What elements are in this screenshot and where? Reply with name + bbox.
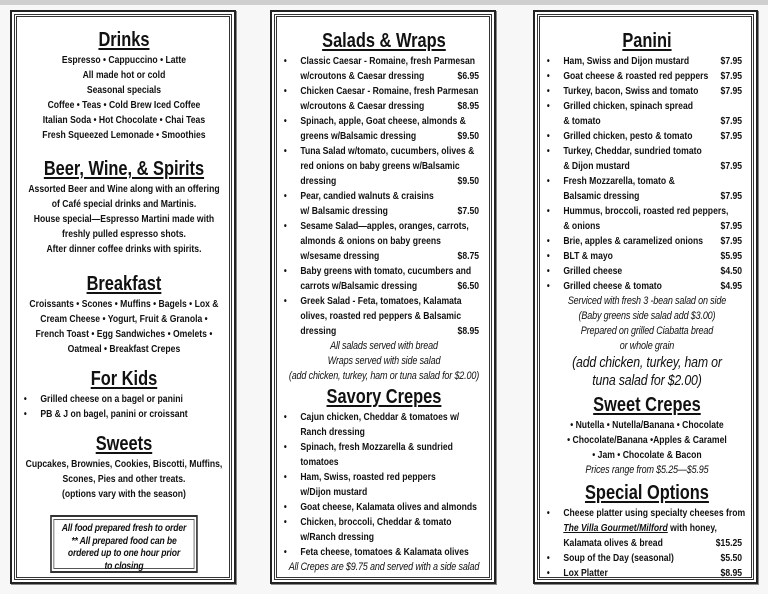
bullet-icon: • [546, 266, 550, 277]
item-line [563, 536, 742, 551]
item-line [563, 84, 742, 99]
item-text-rest: with honey, [667, 522, 717, 534]
sweet-crepes-heading [542, 392, 752, 418]
item-price: $6.50 [457, 280, 480, 292]
item-text: Spinach, apple, Goat cheese, almonds & [300, 115, 466, 127]
item-line [300, 174, 479, 189]
item-line [563, 54, 742, 69]
item-text: Kalamata olives & bread [563, 537, 663, 549]
item-text: Cheese platter using specialty cheeses from [563, 507, 746, 519]
item-text: Ranch dressing [300, 426, 365, 438]
item-price: $7.95 [720, 85, 743, 97]
panel-content [542, 19, 752, 581]
item-line [563, 279, 742, 294]
item-line [563, 114, 742, 129]
savory-crepes-title: Savory Crepes [326, 386, 442, 408]
panini-item [542, 129, 752, 144]
item-line [563, 521, 742, 536]
item-price: $15.25 [715, 537, 743, 549]
panini-item [542, 174, 752, 204]
panini-title: Panini [622, 30, 672, 52]
item-line [300, 515, 479, 530]
item-line [563, 506, 746, 521]
item-price: $7.95 [720, 235, 743, 247]
sweet-crepe-line: • Chocolate/Banana •Apples & Caramel [567, 434, 727, 446]
beer-line: Assorted Beer and Wine along with an offering [28, 183, 220, 195]
bullet-icon: • [283, 221, 287, 232]
item-text: The Villa Gourmet/Milford [563, 522, 668, 534]
item-text: Classic Caesar - Romaine, fresh Parmesan [300, 55, 476, 67]
savory-crepe-item [279, 515, 489, 545]
sweets-heading [19, 431, 229, 457]
menu-panel-right [533, 10, 758, 584]
savory-crepe-item [279, 440, 489, 470]
item-line [563, 189, 742, 204]
drinks-line: Seasonal specials [86, 84, 162, 96]
drinks-line: Fresh Squeezed Lemonade • Smoothies [42, 129, 206, 141]
item-text: Chicken Caesar - Romaine, fresh Parmesan [300, 85, 479, 97]
item-price: $7.50 [457, 205, 480, 217]
bullet-icon: • [283, 116, 287, 127]
item-line [300, 410, 479, 425]
panini-note: Prepared on grilled Ciabatta bread [580, 325, 714, 337]
item-line [563, 264, 742, 279]
item-text: & tomato [563, 115, 601, 127]
beer-wine-spirits-heading [19, 156, 229, 182]
bullet-icon: • [546, 56, 550, 67]
item-line [563, 566, 742, 581]
beer-wine-spirits-title: Beer, Wine, & Spirits [43, 158, 205, 180]
item-line [300, 264, 479, 279]
salad-item [279, 219, 489, 264]
item-line [300, 249, 479, 264]
panini-note: or whole grain [619, 340, 675, 352]
salads-wraps-title: Salads & Wraps [322, 30, 446, 52]
panini-item [542, 279, 752, 294]
item-line [300, 470, 479, 485]
item-text-wrap [563, 521, 717, 536]
item-price: $4.50 [720, 265, 743, 277]
item-price: $8.95 [720, 567, 743, 579]
item-line [563, 219, 742, 234]
item-text: dressing [300, 175, 337, 187]
item-text: w/ Balsamic dressing [300, 205, 388, 217]
bullet-icon: • [283, 146, 287, 157]
item-line [300, 324, 479, 339]
savory-crepe-item [279, 500, 489, 515]
item-line [300, 69, 479, 84]
item-text: Turkey, Cheddar, sundried tomato [563, 145, 702, 157]
item-price: $7.95 [720, 190, 743, 202]
item-line [300, 159, 479, 174]
item-text: tomatoes [300, 456, 339, 468]
savory-crepe-item [279, 470, 489, 500]
item-text: w/Dijon mustard [300, 486, 368, 498]
item-line [40, 392, 219, 407]
item-text: almonds & onions on baby greens [300, 235, 441, 247]
item-text: Grilled chicken, pesto & tomato [563, 130, 693, 142]
item-line [563, 159, 742, 174]
bullet-icon: • [283, 472, 287, 483]
salad-item [279, 144, 489, 189]
item-text: Baby greens with tomato, cucumbers and [300, 265, 472, 277]
item-text: w/croutons & Caesar dressing [300, 70, 425, 82]
sweet-crepe-line: • Nutella • Nutella/Banana • Chocolate [570, 419, 724, 431]
panini-addon-note: (add chicken, turkey, ham or [572, 354, 722, 371]
beer-line: freshly pulled espresso shots. [61, 228, 186, 240]
item-text: & Dijon mustard [563, 160, 630, 172]
item-line [300, 84, 479, 99]
sweets-title: Sweets [95, 433, 153, 455]
notice-line: ordered up to one hour prior [67, 547, 181, 559]
item-text: w/croutons & Caesar dressing [300, 100, 425, 112]
panini-item [542, 144, 752, 174]
item-line [300, 189, 479, 204]
salads-wraps-heading [279, 28, 489, 54]
savory-crepe-item [279, 410, 489, 440]
bullet-icon: • [546, 281, 550, 292]
item-price: $5.95 [720, 250, 743, 262]
special-option-item [542, 506, 752, 551]
item-price: $8.95 [457, 100, 480, 112]
bullet-icon: • [546, 206, 550, 217]
savory-crepe-item [279, 545, 489, 560]
item-text: Soup of the Day (seasonal) [563, 552, 674, 564]
panini-item [542, 204, 752, 234]
item-text: Grilled cheese [563, 265, 623, 277]
bullet-icon: • [283, 442, 287, 453]
item-price: $7.95 [720, 55, 743, 67]
salad-item [279, 114, 489, 144]
top-strip [0, 0, 768, 5]
item-price: $7.95 [720, 220, 743, 232]
item-text: & onions [563, 220, 601, 232]
item-text: w/sesame dressing [300, 250, 380, 262]
salad-item [279, 294, 489, 339]
bullet-icon: • [546, 71, 550, 82]
bullet-icon: • [283, 412, 287, 423]
beer-line: After dinner coffee drinks with spirits. [46, 243, 202, 255]
item-line [563, 249, 742, 264]
savory-crepes-heading [279, 384, 489, 410]
item-line [300, 500, 479, 515]
special-options-heading [542, 480, 752, 506]
item-text: Lox Platter [563, 567, 608, 579]
panini-note: (Baby greens side salad add $3.00) [578, 310, 716, 322]
notice-box [50, 515, 198, 573]
salad-item [279, 84, 489, 114]
item-text: Grilled cheese on a bagel or panini [40, 393, 183, 405]
special-option-item [542, 566, 752, 581]
breakfast-line: Cream Cheese • Yogurt, Fruit & Granola • [40, 313, 208, 325]
item-line [300, 54, 479, 69]
item-line [300, 485, 479, 500]
bullet-icon: • [546, 146, 550, 157]
item-text: Balsamic dressing [563, 190, 640, 202]
bullet-icon: • [546, 86, 550, 97]
item-line [563, 144, 742, 159]
item-line [300, 425, 479, 440]
item-line [300, 294, 479, 309]
bullet-icon: • [283, 266, 287, 277]
item-text: carrots w/Balsamic dressing [300, 280, 418, 292]
item-text: Tuna Salad w/tomato, cucumbers, olives & [300, 145, 475, 157]
item-text: w/Ranch dressing [300, 531, 375, 543]
item-price: $4.95 [720, 280, 743, 292]
breakfast-line: Oatmeal • Breakfast Crepes [67, 343, 181, 355]
bullet-icon: • [283, 502, 287, 513]
item-text: Feta cheese, tomatoes & Kalamata olives [300, 546, 469, 558]
item-text: Fresh Mozzarella, tomato & [563, 175, 675, 187]
bullet-icon: • [546, 508, 550, 519]
panini-item [542, 234, 752, 249]
special-options-title: Special Options [584, 482, 709, 504]
item-line [300, 129, 479, 144]
item-price: $5.50 [720, 552, 743, 564]
bullet-icon: • [283, 56, 287, 67]
item-line [300, 114, 479, 129]
item-price: $7.95 [720, 115, 743, 127]
panel-content [19, 19, 229, 573]
salad-item [279, 264, 489, 294]
panini-item [542, 84, 752, 99]
drinks-line: Italian Soda • Hot Chocolate • Chai Teas [42, 114, 206, 126]
beer-line: of Café special drinks and Martinis. [51, 198, 197, 210]
item-text: Goat cheese, Kalamata olives and almonds [300, 501, 477, 513]
item-text: red onions on baby greens w/Balsamic [300, 160, 460, 172]
panini-item [542, 264, 752, 279]
kids-item [19, 392, 229, 407]
item-text: Spinach, fresh Mozzarella & sundried [300, 441, 453, 453]
item-line [300, 530, 479, 545]
item-line [300, 279, 479, 294]
notice-line: to closing [104, 559, 144, 572]
savory-crepes-note: All Crepes are $9.75 and served with a side salad [288, 561, 480, 573]
item-price: $9.50 [457, 175, 480, 187]
item-line [563, 69, 742, 84]
breakfast-title: Breakfast [86, 273, 162, 295]
breakfast-line: French Toast • Egg Sandwiches • Omelets • [35, 328, 213, 340]
bullet-icon: • [546, 553, 550, 564]
item-line [300, 99, 479, 114]
item-line [563, 234, 742, 249]
item-line [300, 309, 479, 324]
bullet-icon: • [283, 547, 287, 558]
item-price: $7.95 [720, 130, 743, 142]
item-line [300, 219, 479, 234]
item-line [563, 174, 742, 189]
item-text: Sesame Salad—apples, oranges, carrots, [300, 220, 469, 232]
panini-item [542, 69, 752, 84]
item-line [300, 455, 479, 470]
sweets-line: Scones, Pies and other treats. [62, 473, 186, 485]
breakfast-heading [19, 271, 229, 297]
kids-item [19, 407, 229, 422]
bullet-icon: • [546, 236, 550, 247]
bullet-icon: • [546, 568, 550, 579]
panini-item [542, 99, 752, 129]
item-text: Grilled cheese & tomato [563, 280, 662, 292]
item-text: Ham, Swiss, roasted red peppers [300, 471, 436, 483]
item-price: $7.95 [720, 160, 743, 172]
item-text: BLT & mayo [563, 250, 613, 262]
item-text: Grilled chicken, spinach spread [563, 100, 694, 112]
panel-content [279, 19, 489, 575]
item-text: greens w/Balsamic dressing [300, 130, 417, 142]
drinks-heading [19, 27, 229, 53]
item-line [300, 204, 479, 219]
panini-item [542, 54, 752, 69]
sweet-crepes-price-note: Prices range from $5.25—$5.95 [585, 464, 709, 476]
item-text: Cajun chicken, Cheddar & tomatoes w/ [300, 411, 460, 423]
bullet-icon: • [546, 101, 550, 112]
notice-line: All food prepared fresh to order [61, 522, 187, 534]
item-text: Pear, candied walnuts & craisins [300, 190, 434, 202]
item-line [40, 407, 219, 422]
item-text: Greek Salad - Feta, tomatoes, Kalamata [300, 295, 462, 307]
bullet-icon: • [23, 394, 27, 405]
bullet-icon: • [546, 176, 550, 187]
special-option-item [542, 551, 752, 566]
salad-item [279, 54, 489, 84]
sweet-crepes-title: Sweet Crepes [593, 394, 701, 416]
breakfast-line: Croissants • Scones • Muffins • Bagels • Lox & [29, 298, 219, 310]
bullet-icon: • [283, 296, 287, 307]
drinks-line: Coffee • Teas • Cold Brew Iced Coffee [47, 99, 201, 111]
item-text: Chicken, broccoli, Cheddar & tomato [300, 516, 452, 528]
bullet-icon: • [283, 517, 287, 528]
panini-addon-note: tuna salad for $2.00) [592, 372, 702, 389]
item-text: Goat cheese & roasted red peppers [563, 70, 709, 82]
item-text: Brie, apples & caramelized onions [563, 235, 704, 247]
drinks-line: Espresso • Cappuccino • Latte [61, 54, 187, 66]
item-line [563, 129, 742, 144]
menu-panel-left [10, 10, 236, 584]
item-price: $7.95 [720, 70, 743, 82]
item-price: $8.95 [457, 325, 480, 337]
sweets-line: (options vary with the season) [61, 488, 186, 500]
panini-note: Serviced with fresh 3 -bean salad on side [567, 295, 727, 307]
salad-note: All salads served with bread [330, 340, 438, 352]
item-text: dressing [300, 325, 337, 337]
menu-panel-middle [270, 10, 496, 584]
bullet-icon: • [283, 191, 287, 202]
item-text: Turkey, bacon, Swiss and tomato [563, 85, 699, 97]
item-line [300, 545, 479, 560]
for-kids-title: For Kids [90, 368, 158, 390]
drinks-title: Drinks [98, 29, 150, 51]
bullet-icon: • [546, 251, 550, 262]
item-text: Hummus, broccoli, roasted red peppers, [563, 205, 729, 217]
panini-item [542, 249, 752, 264]
bullet-icon: • [546, 131, 550, 142]
salad-note: (add chicken, turkey, ham or tuna salad for $2.00) [288, 370, 480, 382]
item-line [300, 144, 479, 159]
item-line [300, 234, 479, 249]
bullet-icon: • [23, 409, 27, 420]
salad-note: Wraps served with side salad [327, 355, 441, 367]
for-kids-heading [19, 366, 229, 392]
item-line [563, 551, 742, 566]
beer-line: House special—Espresso Martini made with [33, 213, 215, 225]
sweets-line: Cupcakes, Brownies, Cookies, Biscotti, Muffins, [25, 458, 223, 470]
item-price: $8.75 [457, 250, 480, 262]
item-text: olives, roasted red peppers & Balsamic [300, 310, 462, 322]
panini-heading [542, 28, 752, 54]
item-price: $9.50 [457, 130, 480, 142]
item-line [300, 440, 479, 455]
salad-item [279, 189, 489, 219]
item-text: PB & J on bagel, panini or croissant [40, 408, 188, 420]
item-text: Ham, Swiss and Dijon mustard [563, 55, 690, 67]
item-price: $6.95 [457, 70, 480, 82]
bullet-icon: • [283, 86, 287, 97]
item-line [563, 99, 742, 114]
sweet-crepe-line: • Jam • Chocolate & Bacon [592, 449, 702, 461]
notice-line: ** All prepared food can be [71, 534, 177, 547]
drinks-line: All made hot or cold [82, 69, 166, 81]
item-line [563, 204, 742, 219]
